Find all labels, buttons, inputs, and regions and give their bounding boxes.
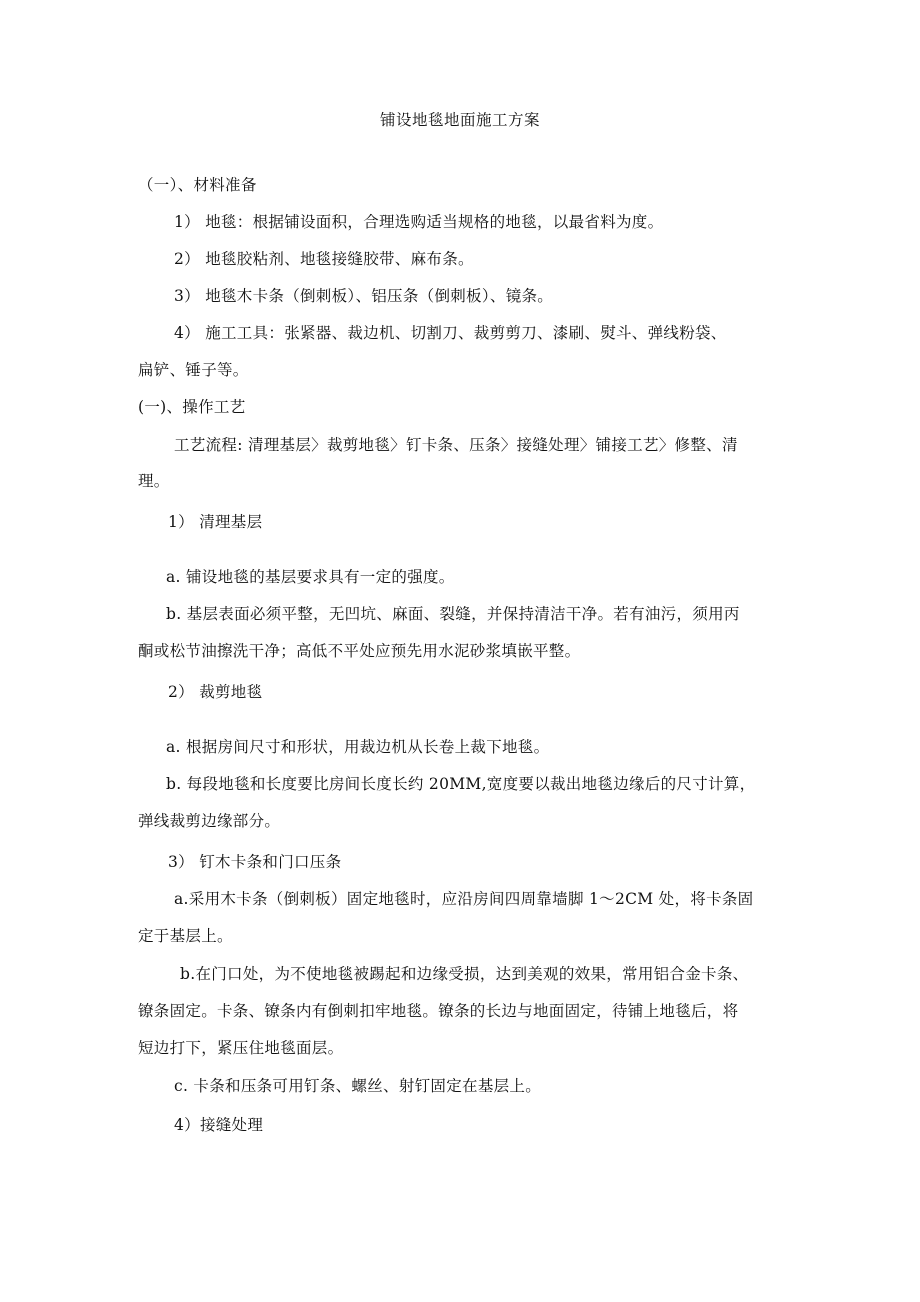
paragraph-line: a. 根据房间尺寸和形状，用裁边机从长卷上裁下地毯。 — [166, 738, 550, 756]
paragraph-line: 4） 施工工具：张紧器、裁边机、切割刀、裁剪剪刀、漆刷、熨斗、弹线粉袋、 — [174, 324, 727, 342]
paragraph-line: 工艺流程: 清理基层〉裁剪地毯〉钉卡条、压条〉接缝处理〉铺接工艺〉修整、清 — [174, 436, 738, 454]
paragraph-line: b. 每段地毯和长度要比房间长度长约 20MM,宽度要以裁出地毯边缘后的尺寸计算， — [166, 775, 756, 793]
paragraph-line: 3） 地毯木卡条（倒刺板）、铝压条（倒刺板）、镜条。 — [174, 287, 554, 305]
paragraph-line: a. 铺设地毯的基层要求具有一定的强度。 — [166, 568, 455, 586]
subsection-heading: 3） 钉木卡条和门口压条 — [168, 853, 342, 871]
paragraph-line: 酮或松节油擦洗干净；高低不平处应预先用水泥砂浆填嵌平整。 — [138, 642, 581, 660]
paragraph-line: 1） 地毯：根据铺设面积，合理选购适当规格的地毯，以最省料为度。 — [174, 213, 664, 231]
subsection-heading: 1） 清理基层 — [168, 513, 263, 531]
paragraph-line: 短边打下，紧压住地毯面层。 — [138, 1039, 344, 1057]
paragraph-line: a.采用木卡条（倒刺板）固定地毯时，应沿房间四周靠墙脚 1～2CM 处，将卡条固 — [174, 890, 754, 908]
paragraph-line: 扁铲、锤子等。 — [138, 361, 249, 379]
paragraph-line: c. 卡条和压条可用钉条、螺丝、射钉固定在基层上。 — [174, 1077, 542, 1095]
section-heading-process: (一)、操作工艺 — [138, 398, 246, 416]
document-title: 铺设地毯地面施工方案 — [379, 111, 540, 129]
paragraph-line: b.在门口处，为不使地毯被踢起和边缘受损，达到美观的效果，常用铝合金卡条、 — [180, 965, 749, 983]
paragraph-line: 镣条固定。卡条、镣条内有倒刺扣牢地毯。镣条的长边与地面固定，待铺上地毯后，将 — [138, 1002, 739, 1020]
paragraph-line: 定于基层上。 — [138, 927, 233, 945]
subsection-heading: 4）接缝处理 — [174, 1116, 264, 1134]
paragraph-line: b. 基层表面必须平整，无凹坑、麻面、裂缝，并保持清洁干净。若有油污，须用丙 — [166, 605, 740, 623]
paragraph-line: 理。 — [138, 472, 170, 490]
paragraph-line: 弹线裁剪边缘部分。 — [138, 812, 281, 830]
section-heading-materials: （一）、材料准备 — [138, 176, 257, 194]
paragraph-line: 2） 地毯胶粘剂、地毯接缝胶带、麻布条。 — [174, 250, 474, 268]
subsection-heading: 2） 裁剪地毯 — [168, 683, 263, 701]
